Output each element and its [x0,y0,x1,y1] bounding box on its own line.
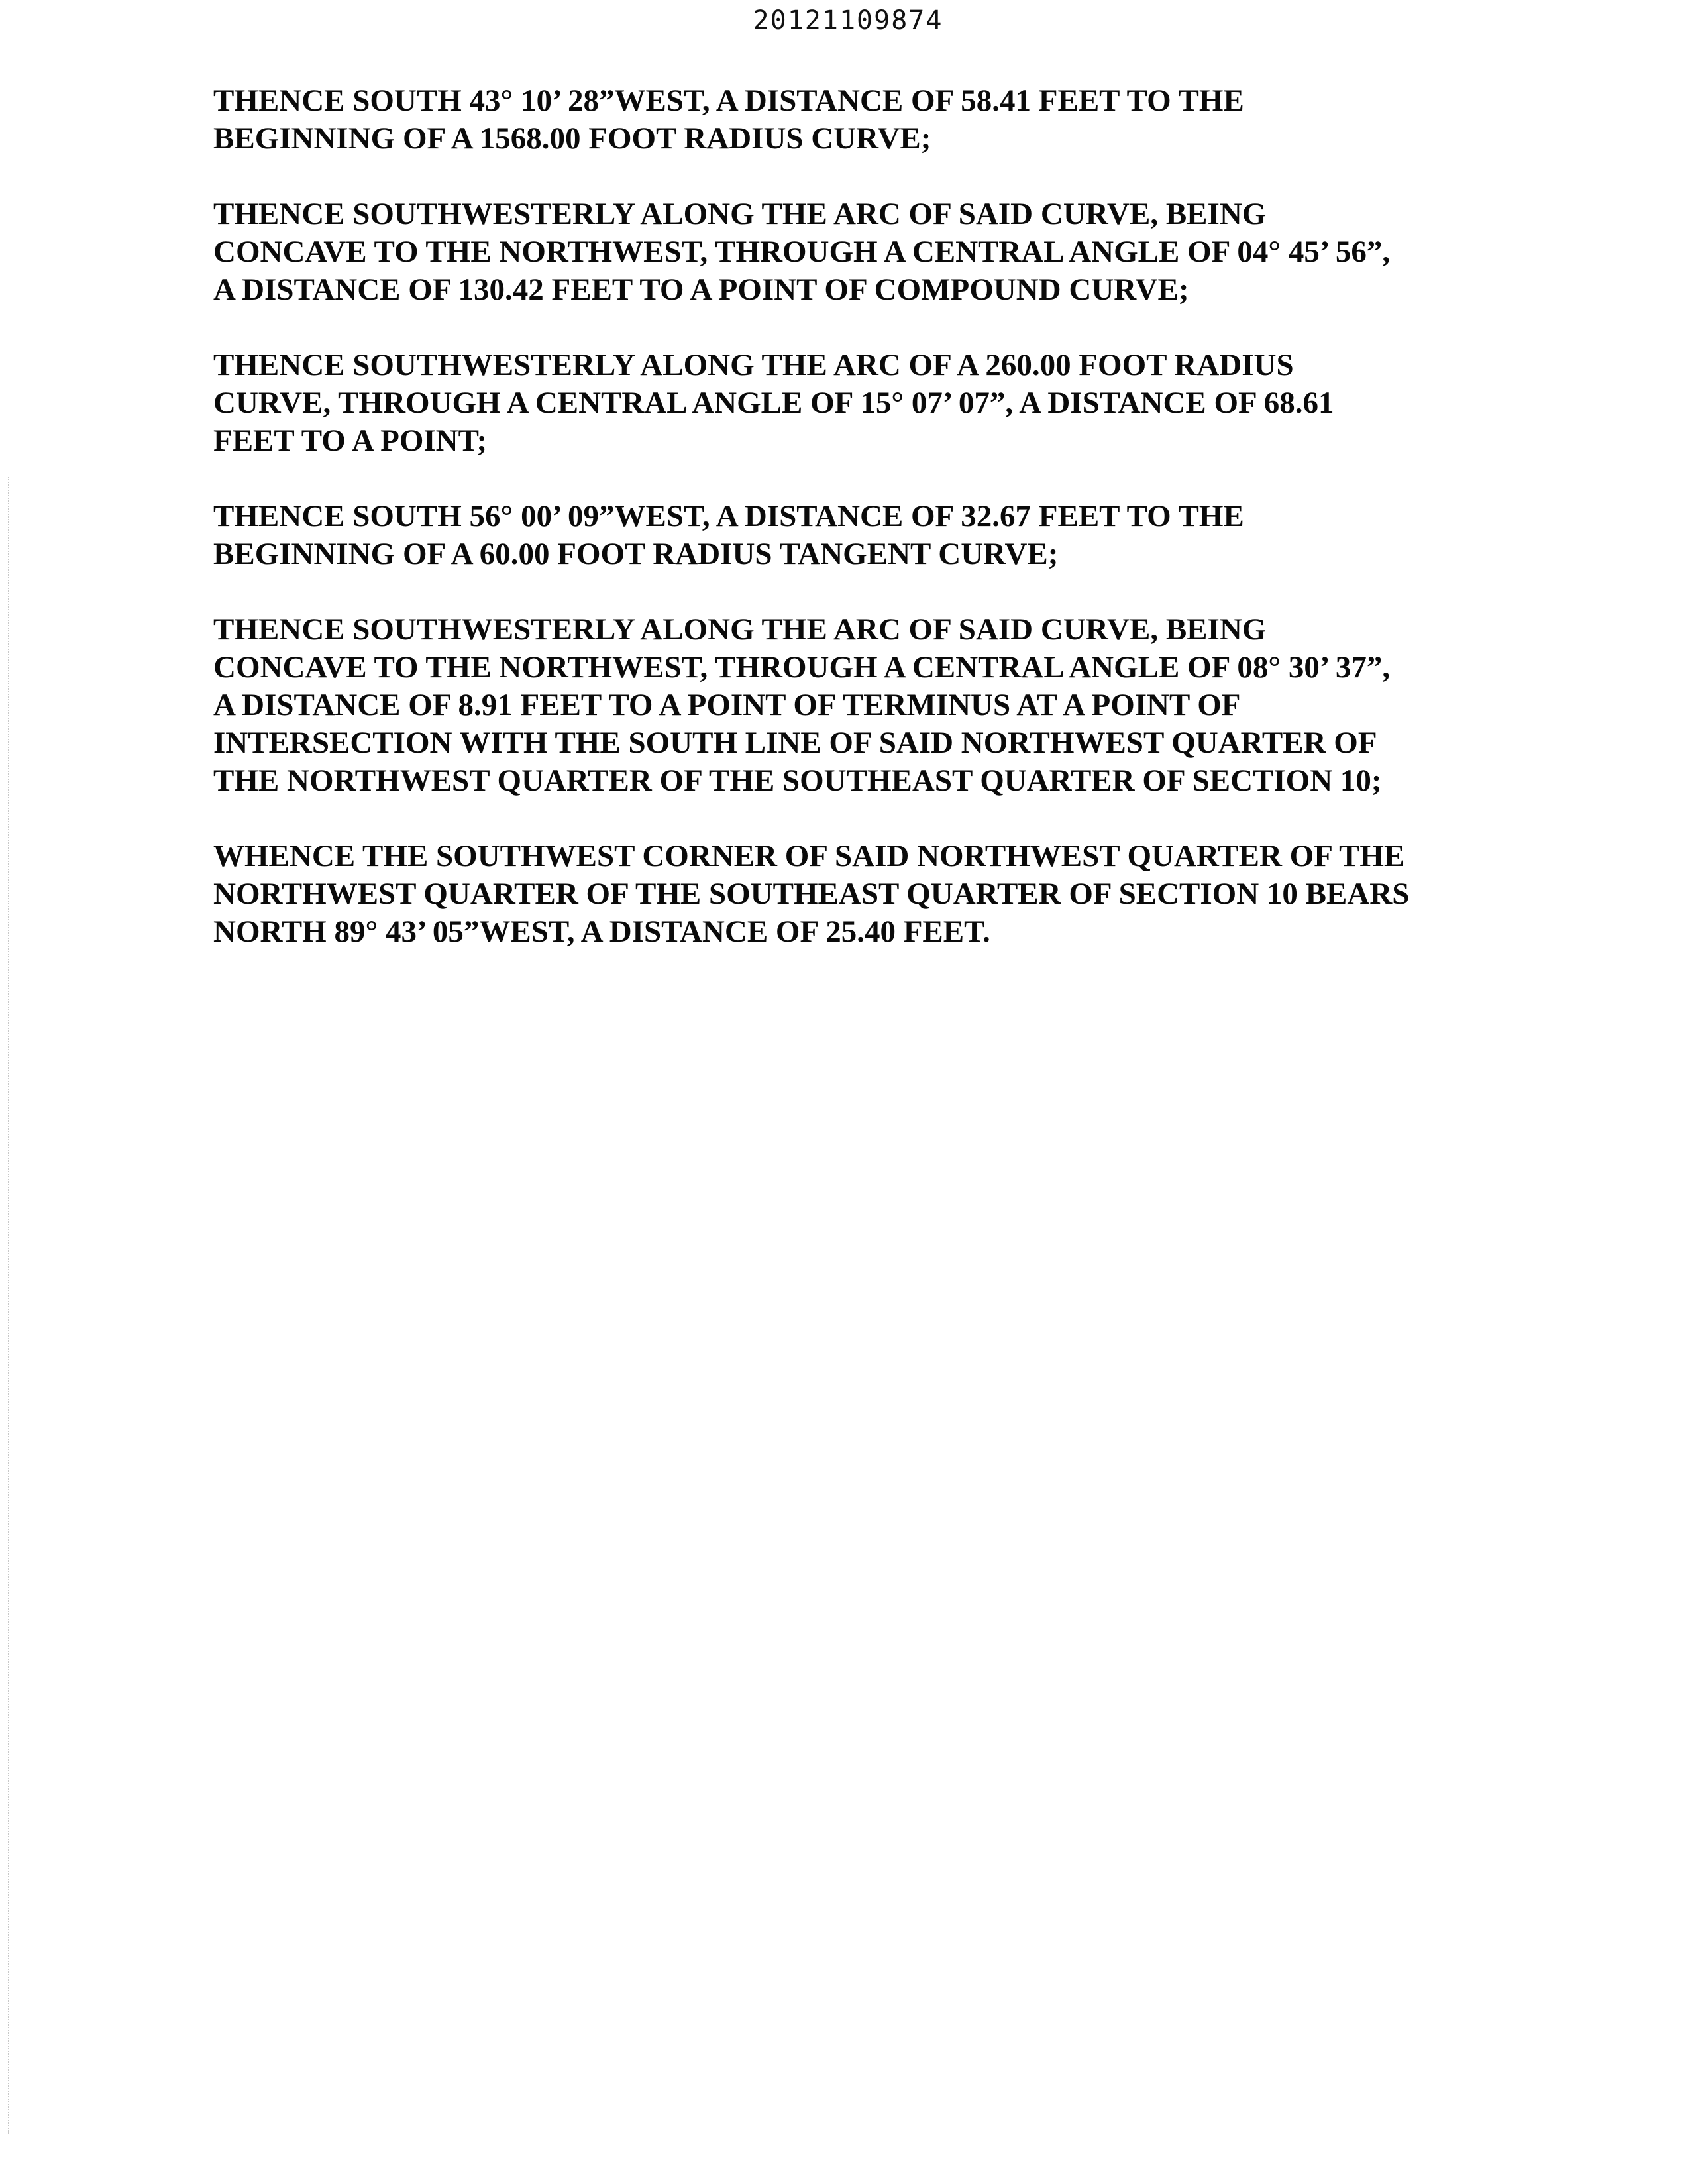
paragraph-4 [213,498,1538,573]
paragraph-line: NORTH 89° 43’ 05”WEST, A DISTANCE OF 25.40 FEET. [213,914,990,949]
paragraph-line: THENCE SOUTHWESTERLY ALONG THE ARC OF SAID CURVE, BEING [213,612,1267,647]
document-number: 20121109874 [753,5,943,36]
paragraph-6 [213,838,1538,951]
paragraph-line: THENCE SOUTH 43° 10’ 28”WEST, A DISTANCE OF 58.41 FEET TO THE [213,83,1244,118]
paragraph-line: INTERSECTION WITH THE SOUTH LINE OF SAID NORTHWEST QUARTER OF [213,726,1377,760]
paragraph-line: THENCE SOUTHWESTERLY ALONG THE ARC OF SAID CURVE, BEING [213,197,1267,231]
paragraph-line: THENCE SOUTH 56° 00’ 09”WEST, A DISTANCE OF 32.67 FEET TO THE [213,499,1244,533]
paragraph-line: BEGINNING OF A 60.00 FOOT RADIUS TANGENT CURVE; [213,537,1059,571]
paragraph-3 [213,347,1538,460]
paragraph-line: A DISTANCE OF 8.91 FEET TO A POINT OF TERMINUS AT A POINT OF [213,688,1241,722]
paragraph-line: NORTHWEST QUARTER OF THE SOUTHEAST QUARTER OF SECTION 10 BEARS [213,877,1410,911]
scan-edge-artifact [8,477,11,2134]
paragraph-line: FEET TO A POINT; [213,423,488,458]
paragraph-line: THE NORTHWEST QUARTER OF THE SOUTHEAST QUARTER OF SECTION 10; [213,763,1382,798]
paragraph-line: WHENCE THE SOUTHWEST CORNER OF SAID NORTHWEST QUARTER OF THE [213,839,1405,873]
paragraph-5 [213,611,1538,800]
paragraph-line: THENCE SOUTHWESTERLY ALONG THE ARC OF A 260.00 FOOT RADIUS [213,348,1294,382]
paragraph-line: CONCAVE TO THE NORTHWEST, THROUGH A CENTRAL ANGLE OF 08° 30’ 37”, [213,650,1391,684]
paragraph-1 [213,82,1538,158]
paragraph-line: CURVE, THROUGH A CENTRAL ANGLE OF 15° 07’ 07”, A DISTANCE OF 68.61 [213,386,1334,420]
paragraph-line: A DISTANCE OF 130.42 FEET TO A POINT OF COMPOUND CURVE; [213,272,1189,307]
paragraph-line: CONCAVE TO THE NORTHWEST, THROUGH A CENTRAL ANGLE OF 04° 45’ 56”, [213,235,1391,269]
legal-description-body [213,82,1538,989]
paragraph-2 [213,195,1538,309]
paragraph-line: BEGINNING OF A 1568.00 FOOT RADIUS CURVE; [213,121,931,156]
